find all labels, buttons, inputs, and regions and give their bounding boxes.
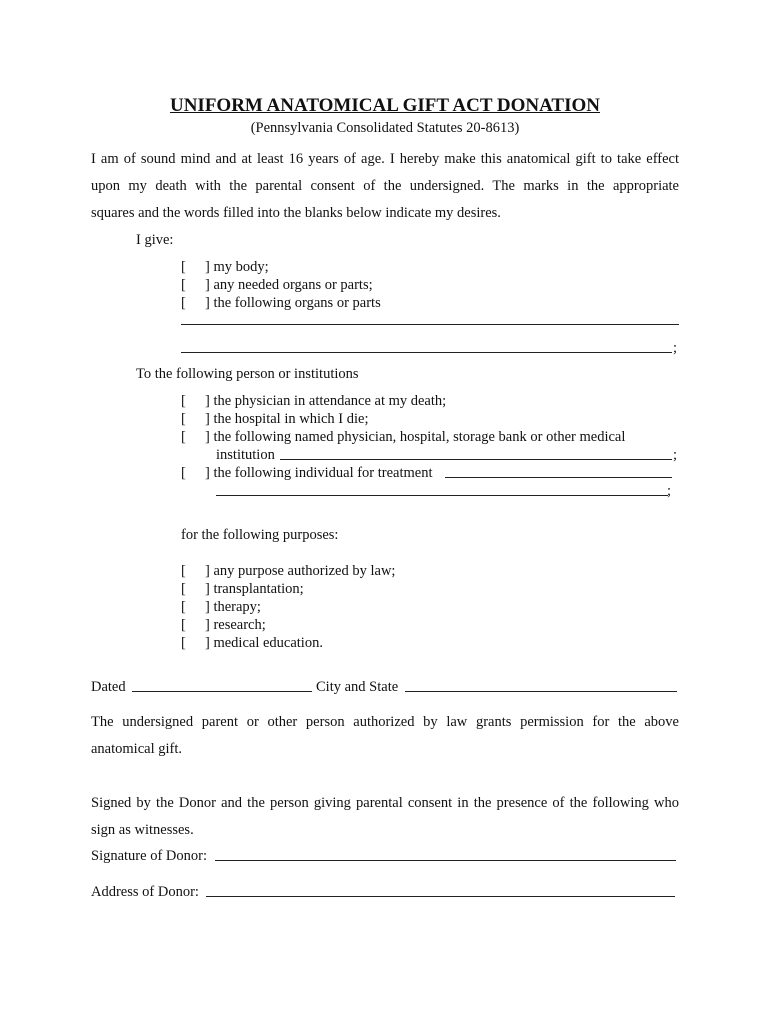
- checkbox-bracket: [: [181, 617, 186, 633]
- give-heading: I give:: [136, 232, 174, 248]
- checkbox-bracket: [: [181, 465, 186, 481]
- individual-terminator: ;: [667, 483, 672, 499]
- city-state-blank-line[interactable]: [405, 691, 677, 692]
- purpose-option-label: ] therapy;: [205, 599, 261, 615]
- institution-label: institution: [216, 447, 275, 463]
- individual-blank-line-2[interactable]: [216, 495, 668, 496]
- recipient-option-label: ] the following individual for treatment: [205, 465, 433, 481]
- individual-blank-line[interactable]: [445, 477, 672, 478]
- checkbox-bracket: [: [181, 259, 186, 275]
- organs-blank-line-1[interactable]: [181, 324, 679, 325]
- institution-blank-line[interactable]: [280, 459, 672, 460]
- institution-terminator: ;: [673, 447, 678, 463]
- signed-line-1: Signed by the Donor and the person giving parental consent in the presence of the following who: [91, 795, 679, 811]
- give-option-label: ] any needed organs or parts;: [205, 277, 373, 293]
- dated-label: Dated: [91, 679, 126, 695]
- intro-line-2: upon my death with the parental consent of the undersigned. The marks in the appropriate: [91, 178, 679, 194]
- checkbox-bracket: [: [181, 393, 186, 409]
- recipients-heading: To the following person or institutions: [136, 366, 359, 382]
- purpose-option-label: ] medical education.: [205, 635, 323, 651]
- intro-line-3: squares and the words filled into the blanks below indicate my desires.: [91, 205, 501, 221]
- purpose-option-label: ] transplantation;: [205, 581, 304, 597]
- checkbox-bracket: [: [181, 581, 186, 597]
- recipient-option-label: ] the hospital in which I die;: [205, 411, 369, 427]
- checkbox-bracket: [: [181, 563, 186, 579]
- organs-blank-line-2[interactable]: [181, 352, 672, 353]
- signed-line-2: sign as witnesses.: [91, 822, 194, 838]
- give-option-label: ] the following organs or parts: [205, 295, 381, 311]
- consent-line-2: anatomical gift.: [91, 741, 182, 757]
- checkbox-bracket: [: [181, 429, 186, 445]
- address-label: Address of Donor:: [91, 884, 199, 900]
- organs-terminator: ;: [673, 340, 678, 356]
- dated-blank-line[interactable]: [132, 691, 312, 692]
- city-state-label: City and State: [316, 679, 399, 695]
- intro-line-1: I am of sound mind and at least 16 years of age. I hereby make this anatomical gift to take effect: [91, 151, 679, 167]
- checkbox-bracket: [: [181, 411, 186, 427]
- signature-blank-line[interactable]: [215, 860, 676, 861]
- address-blank-line[interactable]: [206, 896, 675, 897]
- recipient-option-label: ] the physician in attendance at my death;: [205, 393, 447, 409]
- purpose-option-label: ] any purpose authorized by law;: [205, 563, 396, 579]
- checkbox-bracket: [: [181, 295, 186, 311]
- give-option-label: ] my body;: [205, 259, 269, 275]
- checkbox-bracket: [: [181, 277, 186, 293]
- consent-line-1: The undersigned parent or other person authorized by law grants permission for the above: [91, 714, 679, 730]
- page-subtitle: (Pennsylvania Consolidated Statutes 20-8613): [250, 120, 520, 136]
- signature-label: Signature of Donor:: [91, 848, 207, 864]
- checkbox-bracket: [: [181, 635, 186, 651]
- recipient-option-label: ] the following named physician, hospital, storage bank or other medical: [205, 429, 626, 445]
- purposes-heading: for the following purposes:: [181, 527, 339, 543]
- purpose-option-label: ] research;: [205, 617, 266, 633]
- page-title: UNIFORM ANATOMICAL GIFT ACT DONATION: [169, 95, 600, 116]
- checkbox-bracket: [: [181, 599, 186, 615]
